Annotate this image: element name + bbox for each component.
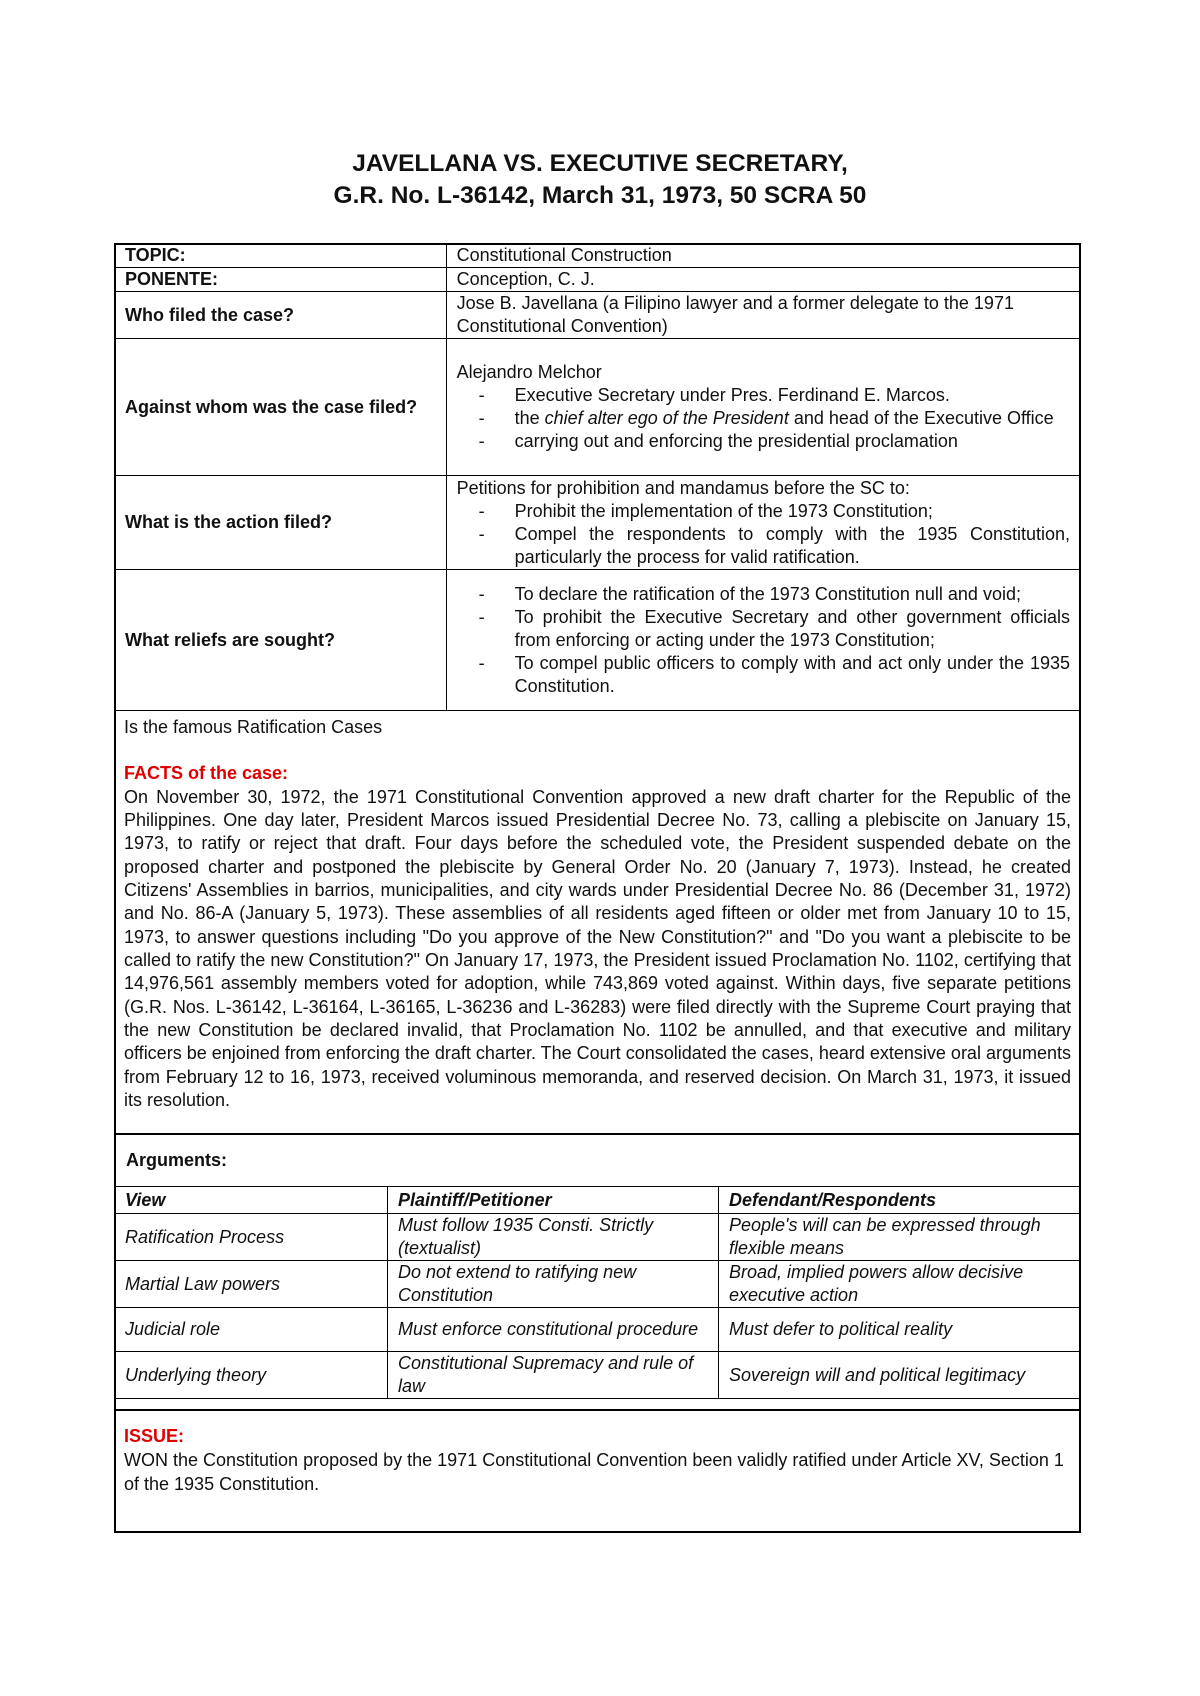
argument-petitioner: Do not extend to ratifying new Constitution: [388, 1261, 719, 1308]
issue-section: [124, 1424, 1069, 1496]
relief-item-text: To compel public officers to comply with and act only under the 1935 Constitution.: [514, 652, 1070, 696]
action-label: What is the action filed?: [115, 476, 447, 570]
topic-label: TOPIC:: [115, 244, 447, 268]
argument-petitioner: Must enforce constitutional procedure: [388, 1308, 719, 1352]
facts-body: On November 30, 1972, the 1971 Constitutional Convention approved a new draft charter for the Republic of the Philippines. One day later, President Marcos issued Presidential Decree No. 73, calling a plebiscite on January 15, 1973, to ratify or reject that draft. Four days before the scheduled vote, the President suspended debate on the proposed charter and postponed the plebiscite by General Order No. 20 (January 7, 1973). Instead, he created Citizens' Assemblies in barrios, municipalities, and city wards under Presidential Decree No. 86 (December 31, 1972) and No. 86-A (January 5, 1973). These assemblies of all residents aged fifteen or older met from January 10 to 15, 1973, to answer questions including "Do you approve of the New Constitution?" and "Do you want a plebiscite to be called to ratify the new Constitution?" On January 17, 1973, the President issued Proclamation No. 1102, certifying that 14,976,561 assembly members voted for adoption, while 743,869 voted against. Within days, five separate petitions (G.R. Nos. L-36142, L-36164, L-36165, L-36236 and L-36283) were filed directly with the Supreme Court praying that the new Constitution be declared invalid, that Proclamation No. 1102 be annulled, and that executive and military officers be enjoined from enforcing the draft charter. The Court consolidated the cases, heard extensive oral arguments from February 12 to 16, 1973, received voluminous memoranda, and reserved decision. On March 31, 1973, it issued its resolution.: [124, 786, 1071, 1111]
row-against-whom: [115, 339, 1081, 476]
respondent-detail: [457, 407, 1070, 430]
topic-value: Constitutional Construction: [446, 244, 1080, 268]
argument-petitioner: Constitutional Supremacy and rule of law: [388, 1352, 719, 1399]
dash-bullet: -: [478, 606, 485, 627]
argument-row: [115, 1308, 1081, 1352]
row-who-filed: [115, 292, 1081, 339]
respondent-name: Alejandro Melchor: [456, 362, 602, 382]
argument-view: Underlying theory: [115, 1352, 388, 1399]
ponente-value: Conception, C. J.: [446, 268, 1080, 292]
argument-row: [115, 1214, 1081, 1261]
argument-respondent: Broad, implied powers allow decisive executive action: [719, 1261, 1081, 1308]
dash-bullet: -: [478, 652, 485, 673]
relief-item: [457, 583, 1070, 606]
issue-body: WON the Constitution proposed by the 1971 Constitutional Convention been validly ratified under Article XV, Section 1 of the 1935 Constitution.: [124, 1450, 1064, 1494]
dash-bullet: -: [478, 523, 485, 544]
ponente-label: PONENTE:: [115, 268, 447, 292]
relief-item: [457, 652, 1070, 698]
dash-bullet: -: [478, 500, 485, 521]
document-title: JAVELLANA VS. EXECUTIVE SECRETARY,: [352, 150, 848, 177]
argument-view: Ratification Process: [115, 1214, 388, 1261]
argument-respondent: People's will can be expressed through flexible means: [719, 1214, 1081, 1261]
argument-view: Martial Law powers: [115, 1261, 388, 1308]
row-ponente: [115, 268, 1081, 292]
relief-item: [457, 606, 1070, 652]
relief-item-text: To declare the ratification of the 1973 Constitution null and void;: [514, 583, 1021, 604]
respondent-detail: [457, 384, 1070, 407]
who-label: Who filed the case?: [115, 292, 447, 339]
facts-section: [114, 716, 1081, 1113]
who-value: Jose B. Javellana (a Filipino lawyer and a former delegate to the 1971 Constitutional Convention): [446, 292, 1080, 339]
respondent-detail-text: Executive Secretary under Pres. Ferdinand E. Marcos.: [514, 385, 950, 405]
action-item-text: Prohibit the implementation of the 1973 Constitution;: [514, 500, 933, 521]
facts-heading: FACTS of the case:: [124, 763, 289, 784]
argument-petitioner: Must follow 1935 Consti. Strictly (textualist): [388, 1214, 719, 1261]
reliefs-value: [446, 570, 1080, 711]
row-reliefs: [115, 570, 1081, 711]
dash-bullet: -: [478, 583, 485, 604]
arguments-label: Arguments:: [126, 1150, 228, 1170]
action-item-text: Compel the respondents to comply with the 1935 Constitution, particularly the process for valid ratification.: [514, 523, 1070, 567]
case-info-table: [114, 243, 1081, 711]
issue-heading: ISSUE:: [124, 1426, 185, 1446]
action-list: [457, 500, 1070, 569]
arguments-divider: [114, 1409, 1081, 1411]
action-item: [457, 500, 1070, 523]
respondent-detail-text: carrying out and enforcing the presidential proclamation: [514, 431, 958, 451]
respondent-details-list: [457, 384, 1070, 453]
header-view: View: [115, 1187, 388, 1214]
dash-bullet: -: [478, 431, 485, 451]
action-value: [446, 476, 1080, 570]
arguments-table: [114, 1186, 1081, 1399]
action-item: [457, 523, 1070, 569]
facts-divider: [114, 1133, 1081, 1135]
reliefs-list: [457, 583, 1070, 698]
row-topic: [115, 244, 1081, 268]
dash-bullet: -: [478, 385, 485, 405]
argument-respondent: Must defer to political reality: [719, 1308, 1081, 1352]
action-intro: Petitions for prohibition and mandamus before the SC to:: [456, 477, 910, 498]
row-action: [115, 476, 1081, 570]
arguments-header-row: [115, 1187, 1081, 1214]
facts-intro: Is the famous Ratification Cases: [124, 717, 383, 737]
document-citation: G.R. No. L-36142, March 31, 1973, 50 SCRA 50: [333, 182, 867, 209]
argument-row: [115, 1352, 1081, 1399]
argument-row: [115, 1261, 1081, 1308]
against-value: [446, 339, 1080, 476]
against-label: Against whom was the case filed?: [115, 339, 447, 476]
argument-respondent: Sovereign will and political legitimacy: [719, 1352, 1081, 1399]
header-defendant: Defendant/Respondents: [719, 1187, 1081, 1214]
argument-view: Judicial role: [115, 1308, 388, 1352]
reliefs-label: What reliefs are sought?: [115, 570, 447, 711]
header-plaintiff: Plaintiff/Petitioner: [388, 1187, 719, 1214]
dash-bullet: -: [478, 408, 485, 428]
respondent-detail-text: the chief alter ego of the President and head of the Executive Office: [514, 408, 1054, 428]
relief-item-text: To prohibit the Executive Secretary and other government officials from enforcing or acting under the 1973 Constitution;: [514, 606, 1070, 650]
respondent-detail: [457, 430, 1070, 453]
